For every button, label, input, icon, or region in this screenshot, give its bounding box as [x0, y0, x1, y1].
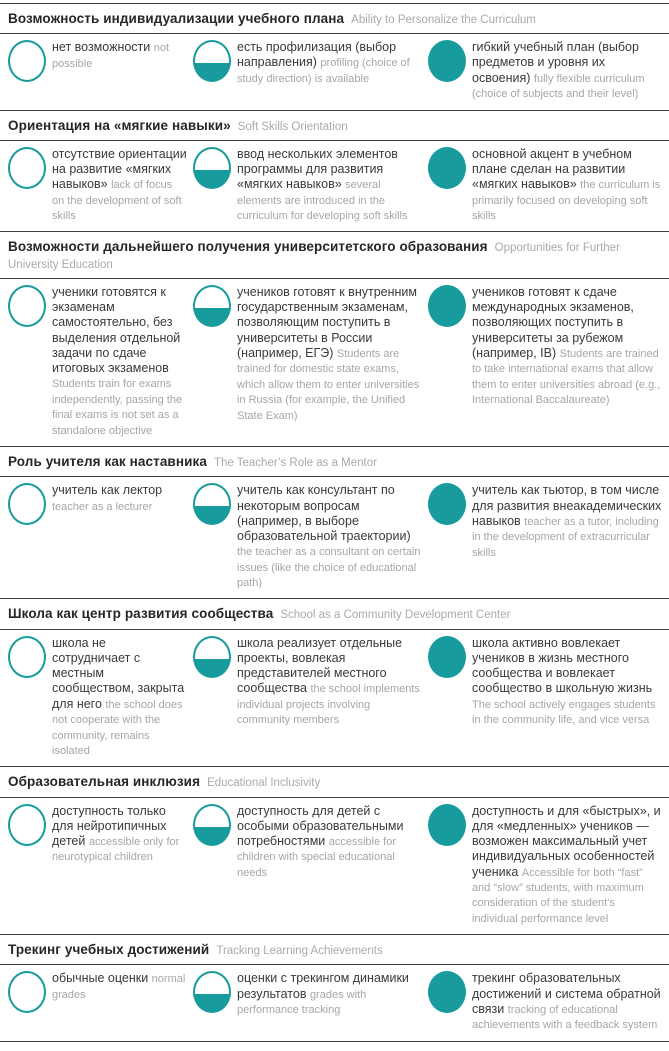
- criterion-item: [428, 147, 669, 224]
- criterion-item: [0, 147, 193, 224]
- item-text-en: the curriculum is primarily focused on developing soft skills: [472, 179, 661, 223]
- criterion-item: [193, 971, 428, 1033]
- criterion-item: [428, 285, 669, 438]
- item-text: [52, 147, 193, 224]
- item-text-ru: доступность и для «быстрых», и для «медленных» учеников — возможен максимальный учет индивидуальных особенностей ученика: [472, 803, 661, 879]
- section-header: [0, 232, 669, 277]
- level-full-icon: [428, 40, 466, 82]
- item-text: [52, 285, 193, 438]
- section-items-row: [0, 278, 669, 446]
- level-none-icon: [8, 483, 46, 525]
- item-text: [237, 804, 428, 881]
- section: [0, 446, 669, 598]
- section-items-row: [0, 140, 669, 232]
- item-text-ru: оценки с трекингом динамики результатов: [237, 971, 409, 1001]
- item-text-en: fully flexible curriculum (choice of subjects and their level): [472, 72, 645, 101]
- level-half-icon: [193, 40, 231, 82]
- level-full-icon: [428, 147, 466, 189]
- item-text: [237, 483, 428, 590]
- item-text-en: The school actively engages students in the community life, and vice versa: [472, 698, 656, 727]
- level-full-icon: [428, 285, 466, 327]
- item-text: [472, 971, 669, 1032]
- criterion-item: [193, 40, 428, 101]
- item-text-ru: школа активно вовлекает учеников в жизнь местного сообщества и вовлекает сообщество в школьную жизнь: [472, 635, 653, 696]
- level-full-icon: [428, 636, 466, 678]
- criterion-item: [428, 804, 669, 927]
- item-text-en: teacher as a lecturer: [52, 500, 153, 513]
- criterion-item: [428, 636, 669, 759]
- section: [0, 3, 669, 110]
- section-items-row: [0, 476, 669, 598]
- level-none-icon: [8, 285, 46, 327]
- section-header: [0, 767, 669, 796]
- section-header: [0, 4, 669, 33]
- level-none-icon: [8, 147, 46, 189]
- item-text-en: accessible for children with special educational needs: [237, 836, 397, 879]
- item-text-ru: нет возможности: [52, 40, 154, 55]
- section-header: [0, 599, 669, 628]
- item-text-en: teacher as a tutor, including in the development of extracurricular skills: [472, 515, 659, 559]
- item-text-en: normal grades: [52, 973, 186, 1001]
- level-full-icon: [428, 971, 466, 1013]
- item-text: [472, 40, 669, 101]
- section-title-ru: Ориентация на «мягкие навыки»: [8, 117, 231, 133]
- item-text-ru: обычные оценки: [52, 971, 152, 986]
- item-text-ru: школа реализует отдельные проекты, вовлекая представителей местного сообщества: [237, 635, 403, 696]
- criterion-item: [428, 483, 669, 590]
- section-title-en: Ability to Personalize the Curriculum: [351, 14, 536, 26]
- item-text: [472, 483, 669, 560]
- criterion-item: [0, 636, 193, 759]
- section-title-ru: Роль учителя как наставника: [8, 454, 207, 470]
- item-text-en: Students train for exams independently, passing the final exams is not set as a standalone objective: [52, 378, 183, 437]
- section-title-en: Tracking Learning Achievements: [216, 945, 383, 958]
- criterion-item: [193, 483, 428, 590]
- item-text-ru: учитель как тьютор, в том числе для развития внеакадемических навыков: [472, 483, 662, 528]
- section-title-ru: Возможность индивидуализации учебного плана: [8, 11, 345, 26]
- criterion-item: [193, 285, 428, 438]
- section-title-en: The Teacher’s Role as a Mentor: [213, 457, 377, 470]
- level-half-icon: [193, 483, 231, 525]
- criterion-item: [0, 804, 193, 927]
- section-title-en: Educational Inclusivity: [207, 777, 321, 790]
- item-text: [52, 483, 193, 514]
- level-none-icon: [8, 40, 46, 82]
- item-text-en: several elements are introduced in the curriculum for developing soft skills: [237, 179, 408, 223]
- item-text: [237, 285, 428, 423]
- item-text: [472, 147, 669, 224]
- criterion-item: [193, 804, 428, 927]
- level-half-icon: [193, 804, 231, 846]
- section-title-en: Soft Skills Orientation: [237, 120, 348, 133]
- section-title-ru: Трекинг учебных достижений: [8, 942, 210, 958]
- item-text: [472, 804, 669, 927]
- item-text-en: not possible: [52, 42, 170, 70]
- item-text-en: lack of focus on the development of soft skills: [52, 179, 182, 223]
- section: [0, 110, 669, 232]
- item-text-en: profiling (choice of study direction) is available: [237, 57, 410, 85]
- criterion-item: [0, 40, 193, 101]
- section-title-en: School as a Community Development Center: [280, 609, 511, 622]
- criterion-item: [428, 40, 669, 101]
- section: [0, 598, 669, 766]
- item-text-en: tracking of educational achievements with a feedback system: [472, 1003, 658, 1032]
- level-none-icon: [8, 804, 46, 846]
- level-full-icon: [428, 804, 466, 846]
- section-header: [0, 447, 669, 476]
- item-text-en: the school does not cooperate with the community, remains isolated: [52, 698, 183, 757]
- level-full-icon: [428, 483, 466, 525]
- criterion-item: [193, 636, 428, 759]
- item-text-en: Accessible for both “fast” and “slow” students, with maximum consideration of the student’s individual performance level: [472, 866, 644, 925]
- criterion-item: [193, 147, 428, 224]
- item-text-ru: трекинг образовательных достижений и система обратной связи: [472, 971, 661, 1016]
- item-text: [472, 285, 669, 408]
- item-text-en: grades with performance tracking: [237, 988, 367, 1017]
- item-text-ru: учитель как консультант по некоторым вопросам (например, в выборе образовательной траектории): [237, 483, 411, 543]
- item-text: [52, 804, 193, 865]
- item-text-ru: отсутствие ориентации на развитие «мягких навыков»: [52, 146, 187, 192]
- section-title-ru: Школа как центр развития сообщества: [8, 606, 274, 622]
- section-items-row: [0, 33, 669, 109]
- item-text-ru: ученики готовятся к экзаменам самостоятельно, без выделения отдельной задачи по сдаче итоговых экзаменов: [52, 284, 181, 376]
- item-text: [237, 971, 428, 1017]
- item-text-ru: учеников готовят к внутренним государственным экзаменам, позволяющим поступить в университеты в России (например, ЕГЭ): [237, 284, 417, 360]
- item-text-ru: гибкий учебный план (выбор предметов и уровня их освоения): [472, 40, 639, 85]
- section-header: [0, 935, 669, 964]
- item-text-en: Students are trained for domestic state exams, which allow them to enter universities in Russia (for example, the Unified State Exam): [237, 347, 420, 422]
- item-text: [237, 40, 428, 86]
- criterion-item: [0, 971, 193, 1033]
- item-text-ru: учитель как лектор: [52, 483, 163, 498]
- level-half-icon: [193, 636, 231, 678]
- item-text-ru: учеников готовят к сдаче международных экзаменов, позволяющих поступить в университеты за рубежом (например, IB): [472, 284, 634, 360]
- item-text-ru: есть профилизация (выбор направления): [237, 40, 397, 70]
- level-none-icon: [8, 971, 46, 1013]
- level-half-icon: [193, 971, 231, 1013]
- section-title-ru: Возможности дальнейшего получения университетского образования: [8, 239, 488, 255]
- section-items-row: [0, 964, 669, 1041]
- item-text-ru: доступность для детей с особыми образовательными потребностями: [237, 803, 404, 849]
- item-text-en: accessible only for neurotypical children: [52, 836, 180, 864]
- bottom-rule: [0, 1041, 669, 1051]
- item-text: [52, 40, 193, 71]
- item-text: [237, 636, 428, 728]
- criterion-item: [0, 285, 193, 438]
- criterion-item: [428, 971, 669, 1033]
- item-text-ru: ввод нескольких элементов программы для развития «мягких навыков»: [237, 146, 398, 192]
- item-text-en: Students are trained to take international exams that allow them to enter universities abroad (e.g., International Baccalaureate): [472, 347, 661, 407]
- item-text: [472, 636, 669, 728]
- section: [0, 934, 669, 1041]
- section-title-en: Opportunities for Further University Education: [8, 242, 620, 271]
- section-title-ru: Образовательная инклюзия: [8, 774, 201, 790]
- criterion-item: [0, 483, 193, 590]
- level-none-icon: [8, 636, 46, 678]
- section-items-row: [0, 629, 669, 767]
- item-text-ru: доступность только для нейротипичных детей: [52, 803, 167, 849]
- item-text-en: the school implements individual projects involving community members: [237, 683, 420, 727]
- item-text-en: the teacher as a consultant on certain issues (like the choice of educational path): [237, 546, 421, 590]
- section-header: [0, 111, 669, 140]
- item-text-ru: школа не сотрудничает с местным сообществом, закрыта для него: [52, 635, 185, 711]
- level-half-icon: [193, 147, 231, 189]
- item-text: [237, 147, 428, 224]
- section-items-row: [0, 797, 669, 935]
- section: [0, 766, 669, 934]
- level-half-icon: [193, 285, 231, 327]
- item-text: [52, 971, 193, 1002]
- item-text: [52, 636, 193, 759]
- section: [0, 231, 669, 446]
- item-text-ru: основной акцент в учебном плане сделан на развитии «мягких навыков»: [472, 146, 632, 192]
